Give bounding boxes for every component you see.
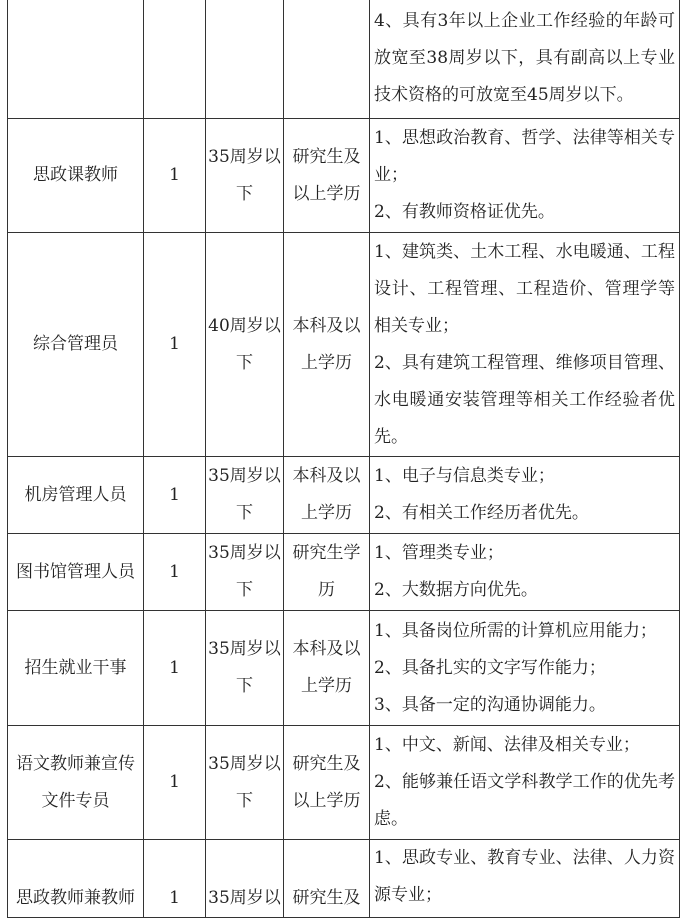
age-cell: 35周岁以下 [206,457,284,534]
requirement-line: 1、具备岗位所需的计算机应用能力； [374,620,657,641]
position-cell: 思政课教师 [8,119,144,233]
requirement-line: 2、具备扎实的文字写作能力； [374,657,606,678]
requirement-line: 2、有相关工作经历者优先。 [374,503,589,523]
education-cell: 研究生及以上学历 [284,726,370,840]
requirement-line: 3、具备一定的沟通协调能力。 [374,694,606,715]
count-cell: 1 [144,726,206,840]
age-cell: 35周岁以下 [206,611,284,726]
requirement-line: 1、管理类专业； [374,543,504,563]
requirement-line: 1、中文、新闻、法律及相关专业； [374,735,640,755]
count-cell: 1 [144,840,206,918]
count-cell [144,0,206,119]
age-cell: 35周岁以下 [206,119,284,233]
count-cell: 1 [144,534,206,611]
education-cell: 本科及以上学历 [284,457,370,534]
education-cell: 研究生及 [284,840,370,918]
requirement-line: 1、建筑类、土木工程、水电暖通、工程设计、工程管理、工程造价、管理学等相关专业； [374,241,675,336]
education-cell: 本科及以上学历 [284,611,370,726]
table-row [8,233,680,457]
age-cell [206,0,284,119]
table-row [8,0,680,119]
requirements-cell [370,611,680,726]
position-cell: 语文教师兼宣传文件专员 [8,726,144,840]
requirement-line: 1、电子与信息类专业； [374,466,555,486]
age-cell: 40周岁以下 [206,233,284,457]
table-row [8,534,680,611]
education-cell: 研究生学历 [284,534,370,611]
requirement-line: 1、思想政治教育、哲学、法律等相关专业； [374,128,675,185]
position-cell: 图书馆管理人员 [8,534,144,611]
table-row [8,840,680,918]
position-cell: 思政教师兼教师 [8,840,144,918]
requirement-line: 2、具有建筑工程管理、维修项目管理、水电暖通安装管理等相关工作经验者优先。 [374,352,675,447]
table-row [8,611,680,726]
count-cell: 1 [144,457,206,534]
requirements-cell [370,457,680,534]
requirement-line: 2、大数据方向优先。 [374,580,538,600]
table-row [8,457,680,534]
requirement-line: 1、思政专业、教育专业、法律、人力资源专业； [374,848,675,905]
position-cell: 招生就业干事 [8,611,144,726]
requirement-line: 2、有教师资格证优先。 [374,202,555,222]
age-cell: 35周岁以下 [206,534,284,611]
count-cell: 1 [144,119,206,233]
position-cell [8,0,144,119]
education-cell: 本科及以上学历 [284,233,370,457]
education-cell: 研究生及以上学历 [284,119,370,233]
requirements-cell [370,726,680,840]
age-cell: 35周岁以下 [206,726,284,840]
position-cell: 机房管理人员 [8,457,144,534]
table-row [8,726,680,840]
requirement-line: 2、能够兼任语文学科教学工作的优先考虑。 [374,772,675,829]
requirements-cell [370,119,680,233]
recruitment-table [7,0,680,918]
requirements-cell [370,840,680,918]
count-cell: 1 [144,611,206,726]
position-cell: 综合管理员 [8,233,144,457]
requirements-cell [370,0,680,119]
age-cell: 35周岁以 [206,840,284,918]
requirements-cell [370,233,680,457]
count-cell: 1 [144,233,206,457]
education-cell [284,0,370,119]
requirements-cell [370,534,680,611]
requirement-line: 4、具有3年以上企业工作经验的年龄可放宽至38周岁以下，具有副高以上专业技术资格的可放宽至45周岁以下。 [374,11,675,105]
table-row [8,119,680,233]
